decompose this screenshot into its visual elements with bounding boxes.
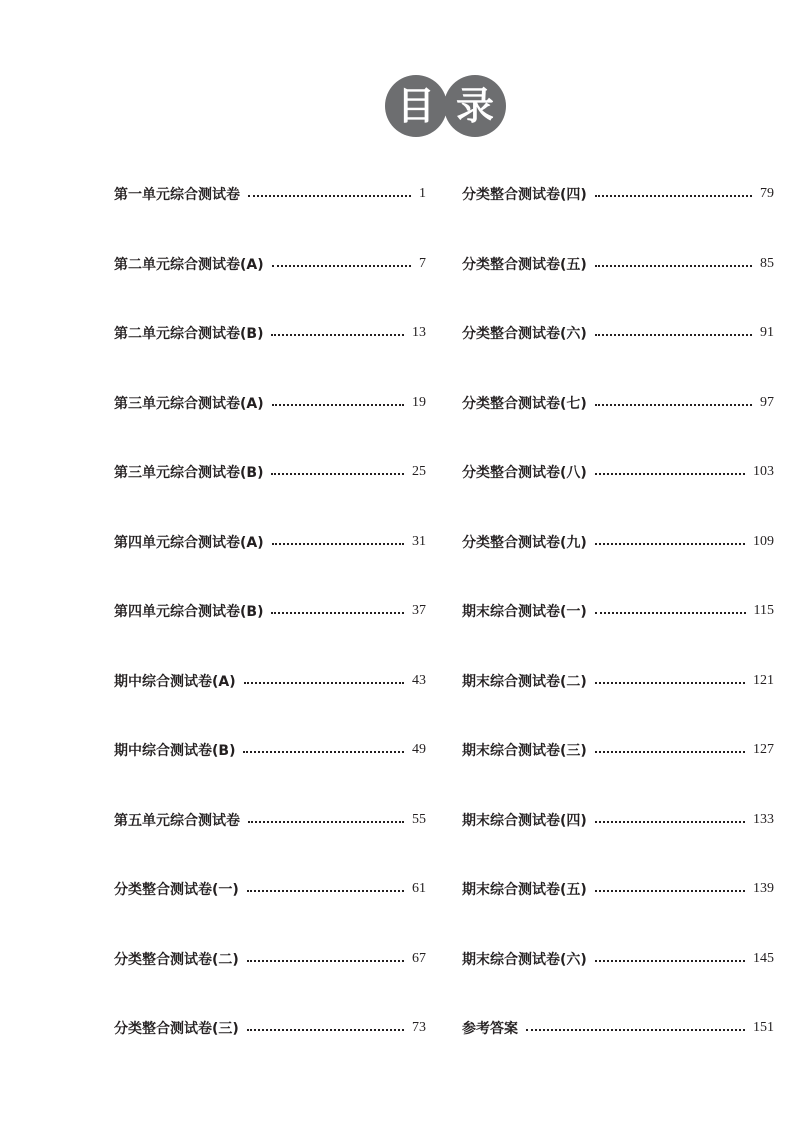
dot-leader xyxy=(595,473,745,475)
dot-leader xyxy=(595,682,745,684)
toc-entry-page-number: 7 xyxy=(419,255,426,271)
toc-entry-title: 期末综合测试卷(一) xyxy=(462,604,587,620)
toc-entry[interactable] xyxy=(462,1018,774,1038)
toc-entry-page-number: 25 xyxy=(412,464,426,479)
toc-heading xyxy=(0,75,800,135)
toc-entry-page-number: 91 xyxy=(760,325,774,340)
toc-entry-page-number: 121 xyxy=(753,672,774,688)
toc-entry-page-number: 97 xyxy=(760,394,774,410)
toc-entry-page-number: 61 xyxy=(412,881,426,896)
toc-entry-title: 分类整合测试卷(八) xyxy=(462,465,587,481)
toc-entry-page-number: 67 xyxy=(412,950,426,966)
toc-entry-page-number: 115 xyxy=(753,603,774,618)
toc-entry-title: 分类整合测试卷(五) xyxy=(462,256,587,273)
toc-entry[interactable] xyxy=(462,601,774,621)
dot-leader xyxy=(595,543,745,545)
toc-entry-page-number: 85 xyxy=(760,255,774,271)
toc-entry[interactable] xyxy=(462,184,774,204)
toc-entry-title: 分类整合测试卷(七) xyxy=(462,395,587,412)
toc-entry-title: 第三单元综合测试卷(B) xyxy=(114,465,264,481)
toc-entry-title: 分类整合测试卷(六) xyxy=(462,326,587,342)
toc-entry-title: 分类整合测试卷(三) xyxy=(114,1021,239,1037)
toc-entry-page-number: 31 xyxy=(412,533,426,549)
toc-entry-page-number: 37 xyxy=(412,603,426,618)
toc-entry[interactable] xyxy=(114,393,426,413)
toc-entry[interactable] xyxy=(114,254,426,274)
dot-leader xyxy=(247,960,404,962)
toc-entry[interactable] xyxy=(462,879,774,899)
toc-entry[interactable] xyxy=(114,532,426,552)
toc-entry-title: 第一单元综合测试卷 xyxy=(114,187,240,203)
dot-leader xyxy=(272,404,404,406)
toc-entry-title: 第四单元综合测试卷(B) xyxy=(114,604,264,620)
toc-entry-title: 期末综合测试卷(四) xyxy=(462,812,587,829)
toc-entry-title: 第四单元综合测试卷(A) xyxy=(114,534,264,551)
dot-leader xyxy=(595,404,752,406)
toc-entry[interactable] xyxy=(462,740,774,760)
dot-leader xyxy=(248,195,411,197)
toc-entry[interactable] xyxy=(462,323,774,343)
dot-leader xyxy=(595,960,745,962)
toc-entry[interactable] xyxy=(114,740,426,760)
toc-entry-page-number: 127 xyxy=(753,742,774,757)
toc-entry[interactable] xyxy=(114,810,426,830)
toc-entry-page-number: 1 xyxy=(419,186,426,201)
toc-entry-title: 第三单元综合测试卷(A) xyxy=(114,395,264,412)
dot-leader xyxy=(595,265,752,267)
dot-leader xyxy=(271,612,404,614)
toc-entry[interactable] xyxy=(114,949,426,969)
toc-entry[interactable] xyxy=(114,879,426,899)
dot-leader xyxy=(248,821,404,823)
toc-entry[interactable] xyxy=(114,323,426,343)
dot-leader xyxy=(271,334,404,336)
toc-entry[interactable] xyxy=(114,462,426,482)
toc-entry[interactable] xyxy=(462,254,774,274)
dot-leader xyxy=(595,751,745,753)
toc-entry-page-number: 73 xyxy=(412,1020,426,1035)
dot-leader xyxy=(595,612,746,614)
toc-entry-title: 分类整合测试卷(四) xyxy=(462,187,587,203)
toc-entry[interactable] xyxy=(114,601,426,621)
dot-leader xyxy=(595,821,745,823)
toc-entry-title: 期末综合测试卷(二) xyxy=(462,673,587,690)
toc-entry-page-number: 49 xyxy=(412,742,426,757)
dot-leader xyxy=(247,890,404,892)
toc-entry-title: 期末综合测试卷(六) xyxy=(462,951,587,968)
toc-entry-page-number: 151 xyxy=(753,1020,774,1035)
toc-entry-title: 分类整合测试卷(二) xyxy=(114,951,239,968)
toc-entry-page-number: 43 xyxy=(412,672,426,688)
toc-entry[interactable] xyxy=(114,184,426,204)
toc-entry-title: 期末综合测试卷(五) xyxy=(462,882,587,898)
toc-entry-page-number: 103 xyxy=(753,464,774,479)
toc-entry[interactable] xyxy=(462,671,774,691)
dot-leader xyxy=(272,543,404,545)
heading-char-1: 目 xyxy=(385,75,447,137)
toc-entry[interactable] xyxy=(114,1018,426,1038)
toc-entry[interactable] xyxy=(462,393,774,413)
dot-leader xyxy=(272,265,411,267)
dot-leader xyxy=(595,334,752,336)
dot-leader xyxy=(244,682,404,684)
toc-entry-page-number: 55 xyxy=(412,811,426,827)
toc-entry-page-number: 133 xyxy=(753,811,774,827)
toc-entry-title: 第五单元综合测试卷 xyxy=(114,812,240,829)
toc-entry[interactable] xyxy=(462,462,774,482)
heading-char-2: 录 xyxy=(444,75,506,137)
toc-entry-page-number: 13 xyxy=(412,325,426,340)
toc-entry-title: 分类整合测试卷(九) xyxy=(462,534,587,551)
toc-entry[interactable] xyxy=(114,671,426,691)
toc-entry-title: 期中综合测试卷(B) xyxy=(114,743,236,759)
toc-entry[interactable] xyxy=(462,532,774,552)
toc-entry[interactable] xyxy=(462,949,774,969)
toc-entry-title: 期末综合测试卷(三) xyxy=(462,743,587,759)
dot-leader xyxy=(243,751,404,753)
toc-entry-title: 参考答案 xyxy=(462,1021,518,1037)
dot-leader xyxy=(526,1029,745,1031)
toc-entry-title: 分类整合测试卷(一) xyxy=(114,882,239,898)
toc-entry-title: 期中综合测试卷(A) xyxy=(114,673,236,690)
dot-leader xyxy=(271,473,404,475)
toc-entry[interactable] xyxy=(462,810,774,830)
toc-entry-page-number: 145 xyxy=(753,950,774,966)
toc-entry-title: 第二单元综合测试卷(A) xyxy=(114,256,264,273)
toc-entry-page-number: 79 xyxy=(760,186,774,201)
toc-entry-title: 第二单元综合测试卷(B) xyxy=(114,326,264,342)
toc-entry-page-number: 19 xyxy=(412,394,426,410)
dot-leader xyxy=(247,1029,404,1031)
dot-leader xyxy=(595,890,745,892)
toc-entry-page-number: 109 xyxy=(753,533,774,549)
toc-entry-page-number: 139 xyxy=(753,881,774,896)
dot-leader xyxy=(595,195,752,197)
